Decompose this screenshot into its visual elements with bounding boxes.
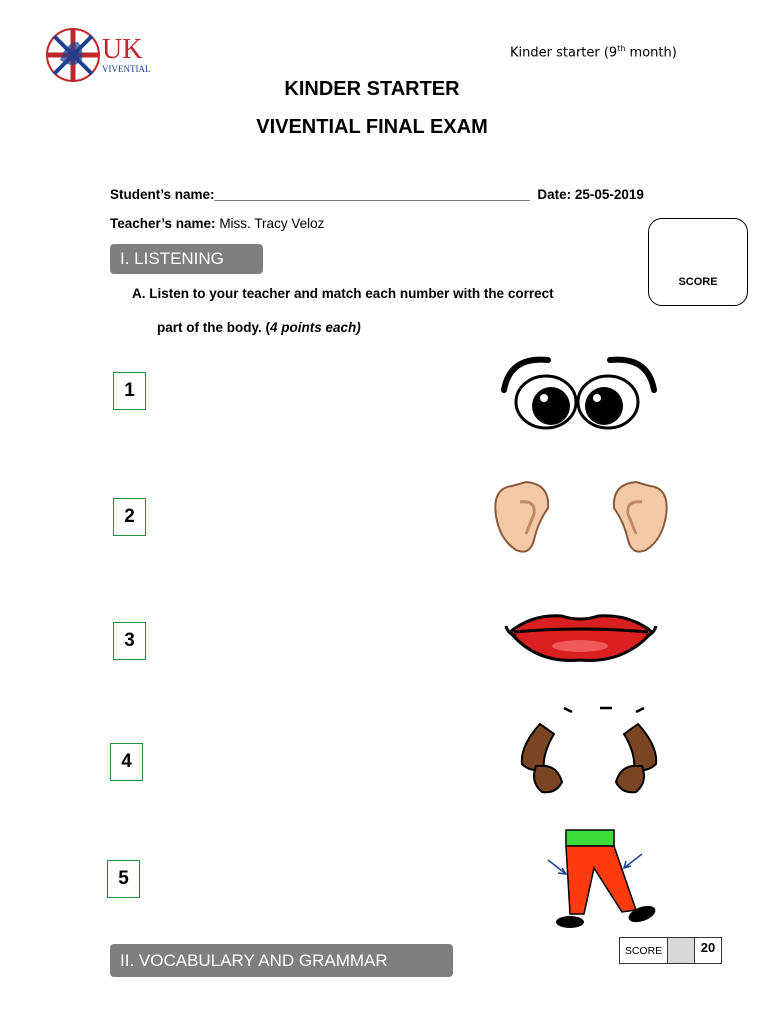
instruction-line1: A. Listen to your teacher and match each number with the correct [132, 286, 554, 301]
ears-image[interactable] [490, 478, 672, 558]
exam-title-line2: VIVENTIAL FINAL EXAM [256, 116, 488, 138]
exam-date: Date: 25-05-2019 [537, 187, 644, 202]
teacher-name-label: Teacher’s name: [110, 216, 216, 231]
school-logo [46, 24, 150, 86]
number-box-5[interactable]: 5 [107, 860, 140, 898]
student-name-row [110, 187, 644, 202]
section-score-label: SCORE [620, 938, 668, 963]
score-label: SCORE [678, 276, 718, 288]
section-score-field[interactable] [668, 938, 695, 963]
logo-subtext: VIVENTIAL [102, 64, 150, 74]
instruction-line2: part of the body. (4 points each) [157, 320, 361, 335]
number-box-4[interactable]: 4 [110, 743, 143, 781]
number-box-1[interactable]: 1 [113, 372, 146, 410]
course-label: Kinder starter (9th month) [510, 44, 677, 61]
student-name-field[interactable]: __________________________________________ [214, 187, 530, 202]
section-listening-title: I. LISTENING [110, 244, 263, 274]
exam-title-line1: KINDER STARTER [284, 78, 460, 100]
number-box-2[interactable]: 2 [113, 498, 146, 536]
section-score-total: 20 [700, 940, 716, 955]
teacher-name-row [110, 216, 324, 231]
logo-text: UK [102, 34, 143, 65]
number-box-3[interactable]: 3 [113, 622, 146, 660]
arms-image[interactable] [516, 700, 662, 800]
legs-image[interactable] [544, 828, 660, 932]
student-name-label: Student’s name: [110, 187, 215, 202]
section-vocabulary-title: II. VOCABULARY AND GRAMMAR [110, 944, 453, 977]
score-box[interactable] [648, 218, 748, 306]
section-score-table [619, 937, 722, 964]
mouth-image[interactable] [504, 606, 658, 666]
eyes-image[interactable] [498, 350, 660, 434]
teacher-name-value: Miss. Tracy Veloz [215, 216, 325, 231]
